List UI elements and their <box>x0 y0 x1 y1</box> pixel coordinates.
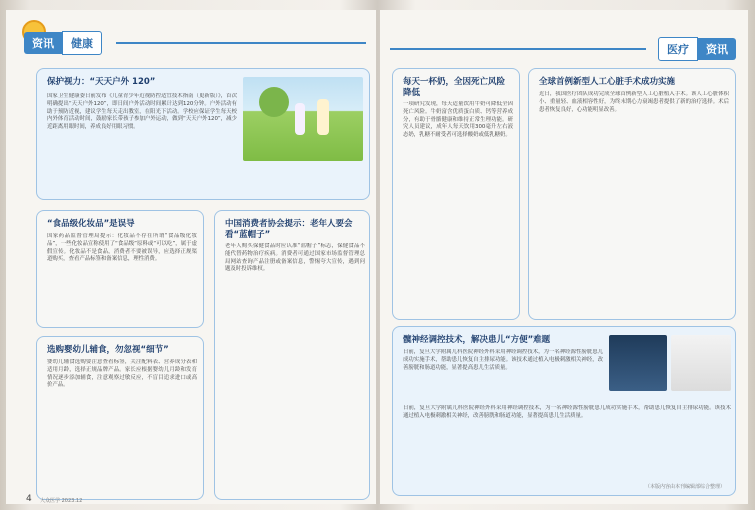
children-running-photo <box>243 77 363 161</box>
article-heart-body: 近日，我国医疗团队成功完成全球首例新型人工心脏植入手术。该人工心脏体积小、重量轻、血液相容性好，为终末期心力衰竭患者提供了新的治疗选择。术后患者恢复良好，心功能明显改善。 <box>539 91 729 113</box>
article-cosmetics-box <box>36 210 204 328</box>
article-neuromod-title: 髋神经调控技术，解决患儿“方便”难题 <box>403 335 551 345</box>
article-cosmetics-body: 国家药品监督管理局提示：化妆品不存在所谓“食品级化妆品”，一些化妆品宣称使用了“食品级”原料或“可以吃”，属于虚假宣传。化妆品不是食品，消费者不要被误导，应选择正规渠道购买，查看产品标签和备案信息，理性消费。 <box>47 233 197 263</box>
article-babyfood-box <box>36 336 204 500</box>
article-milk-box <box>392 68 520 320</box>
article-milk-body: 一项研究发现，每天适量饮用牛奶可降低全因死亡风险。牛奶富含优质蛋白质、钙等营养成分，有助于骨骼健康和维持正常生理功能。研究人员建议，成年人每天饮用300毫升左右液态奶，乳糖不耐受者可选择酸奶或低乳糖奶。 <box>403 101 513 139</box>
article-neuromod-body: 日前，复旦大学附属儿科医院神经外科采用神经调控技术，为一名神经源性膀胱患儿成功实施手术，帮助患儿恢复自主排尿功能。该技术通过植入电极刺激相关神经，改善膀胱和肠道功能，显著提高患儿生活质量。 <box>403 405 731 419</box>
editor-credit: （本版内容由本刊编辑部综合整理） <box>644 484 725 490</box>
header-rule <box>390 48 646 50</box>
article-heart-box <box>528 68 736 320</box>
page-number: 4 <box>26 494 32 504</box>
article-bluehat-title: 中国消费者协会提示：老年人要会看“蓝帽子” <box>225 219 353 240</box>
header-rule <box>116 42 366 44</box>
article-vision-title: 保护视力：“天天户外 120” <box>47 77 156 87</box>
header-tag-news: 资讯 <box>698 38 736 60</box>
right-header <box>658 38 736 60</box>
page-footer: 大众医学 2023.12 <box>40 498 83 504</box>
left-header <box>24 32 102 54</box>
article-bluehat-body: 老年人购买保健食品时应认准“蓝帽子”标志，保健食品不能代替药物治疗疾病。消费者可通过国家市场监督管理总局网站查询产品注册或备案信息，警惕夸大宣传，遇到问题及时投诉维权。 <box>225 243 365 273</box>
article-neuromod-box <box>392 326 736 496</box>
left-page <box>6 10 376 504</box>
article-babyfood-body: 婴幼儿辅食选购要注意查看标签，关注配料表、营养成分表和适用月龄，选择正规品牌产品。家长应根据婴幼儿月龄和发育情况逐步添加辅食，注意观察过敏反应，不盲目追求进口或高价产品。 <box>47 359 197 389</box>
article-vision-body: 国家卫生健康委日前发布《儿童青少年近视防控适宜技术指南（更新版）》，首次明确提出“天天户外120”，即日间户外活动时间累计达到120分钟。户外活动有助于预防近视，建议学生每天走出教室，在阳光下活动。学校应保证学生每天校内外体育活动时间，鼓励家长带孩子参加户外运动，做到“天天户外120”，减少近距离用眼时间，养成良好用眼习惯。 <box>47 93 237 131</box>
article-milk-title: 每天一杯奶，全因死亡风险降低 <box>403 77 506 98</box>
medical-team-photo <box>671 335 731 391</box>
article-babyfood-title: 选购婴幼儿辅食，勿忽视“细节” <box>47 345 169 355</box>
header-tag-news: 资讯 <box>24 32 62 54</box>
right-page <box>380 10 748 504</box>
article-vision-box <box>36 68 370 200</box>
article-bluehat-box <box>214 210 370 500</box>
header-tag-medical: 医疗 <box>658 37 698 61</box>
header-tag-health: 健康 <box>62 31 102 55</box>
article-heart-title: 全球首例新型人工心脏手术成功实施 <box>539 77 676 87</box>
surgery-photo <box>609 335 667 391</box>
article-neuromod-intro: 日前，复旦大学附属儿科医院神经外科采用神经调控技术，为一名神经源性膀胱患儿成功实施手术，帮助患儿恢复自主排尿功能。该技术通过植入电极刺激相关神经，改善膀胱和肠道功能，显著提高患儿生活质量。 <box>403 349 603 371</box>
article-cosmetics-title: “食品级化妆品”是误导 <box>47 219 135 229</box>
